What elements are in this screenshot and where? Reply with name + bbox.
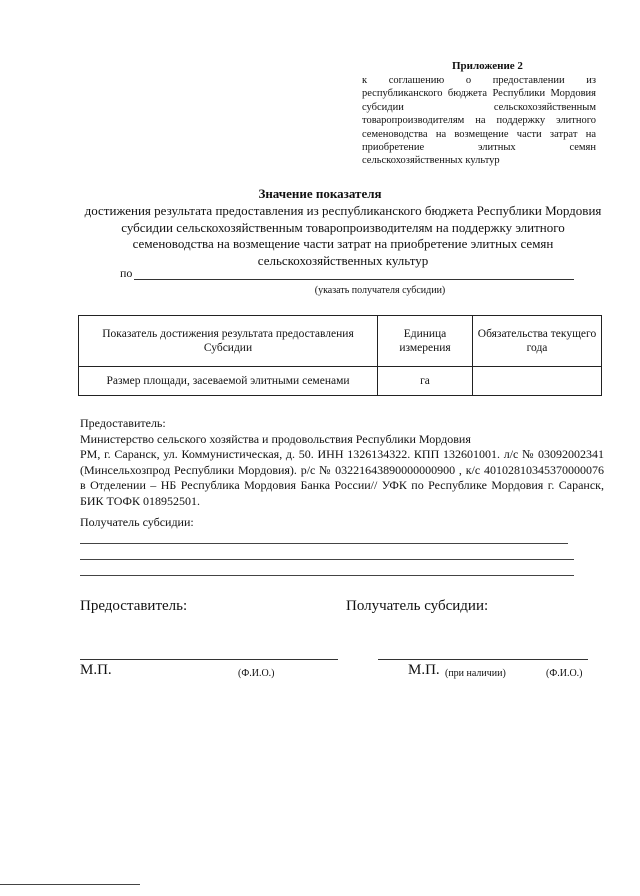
signature-recipient-label: Получатель субсидии: (346, 598, 489, 614)
provider-block (80, 416, 604, 509)
appendix-text: к соглашению о предоставлении из республиканского бюджета Республики Мордовия субсидии сельскохозяйственным товаропроизводителям на поддержку элитного семеноводства на возмещение части затрат на приобретение элитных семян сельскохозяйственных культур (362, 75, 596, 167)
appendix-title: Приложение 2 (452, 60, 523, 72)
table-header-unit: Единица измерения (378, 316, 473, 367)
table-header-indicator: Показатель достижения результата предоставления Субсидии (79, 316, 378, 367)
document-subtitle: достижения результата предоставления из республиканского бюджета Республики Мордовия субсидии сельскохозяйственным товаропроизводителям на поддержку элитного семеноводства на возмещение части затрат на приобретение элитных семян сельскохозяйственных культур (84, 203, 602, 268)
indicator-table (78, 315, 602, 396)
recipient-label: Получатель субсидии: (80, 515, 194, 529)
recipient-signature-line[interactable] (378, 659, 588, 660)
recipient-field-caption: (указать получателя субсидии) (314, 285, 446, 296)
provider-label: Предоставитель: (80, 416, 166, 430)
recipient-details-line[interactable] (80, 559, 574, 560)
table-header-obligations: Обязательства текущего года (473, 316, 602, 367)
table-header-row (79, 316, 602, 367)
document-title: Значение показателя (258, 186, 382, 201)
table-cell-obligations[interactable] (473, 367, 602, 396)
recipient-details-line[interactable] (80, 543, 568, 544)
provider-stamp-mark: М.П. (80, 662, 112, 678)
recipient-fio-caption: (Ф.И.О.) (546, 668, 583, 679)
table-cell-unit: га (378, 367, 473, 396)
provider-details: РМ, г. Саранск, ул. Коммунистическая, д. 50. ИНН 1326134322. КПП 132601001. л/с № 03092002341 (Минсельхозпрод Республики Мордовия). р/с № 03221643890000000900 , к/с 40102810345370000076 в Отделении – НБ Республика Мордовия Банка России// УФК по Республике Мордовия г. Саранск, БИК ТОФК 018952501. (80, 447, 604, 508)
provider-signature-line[interactable] (80, 659, 338, 660)
recipient-stamp-mark: М.П. (408, 662, 440, 678)
recipient-field-line[interactable] (134, 279, 574, 280)
table-cell-indicator: Размер площади, засеваемой элитными семенами (79, 367, 378, 396)
provider-fio-caption: (Ф.И.О.) (238, 668, 275, 679)
footnote-separator (0, 884, 140, 885)
table-row (79, 367, 602, 396)
recipient-stamp-note: (при наличии) (445, 668, 506, 679)
recipient-field-label: по (120, 266, 133, 280)
recipient-details-line[interactable] (80, 575, 574, 576)
provider-name: Министерство сельского хозяйства и продовольствия Республики Мордовия (80, 431, 471, 446)
signature-provider-label: Предоставитель: (80, 598, 188, 614)
